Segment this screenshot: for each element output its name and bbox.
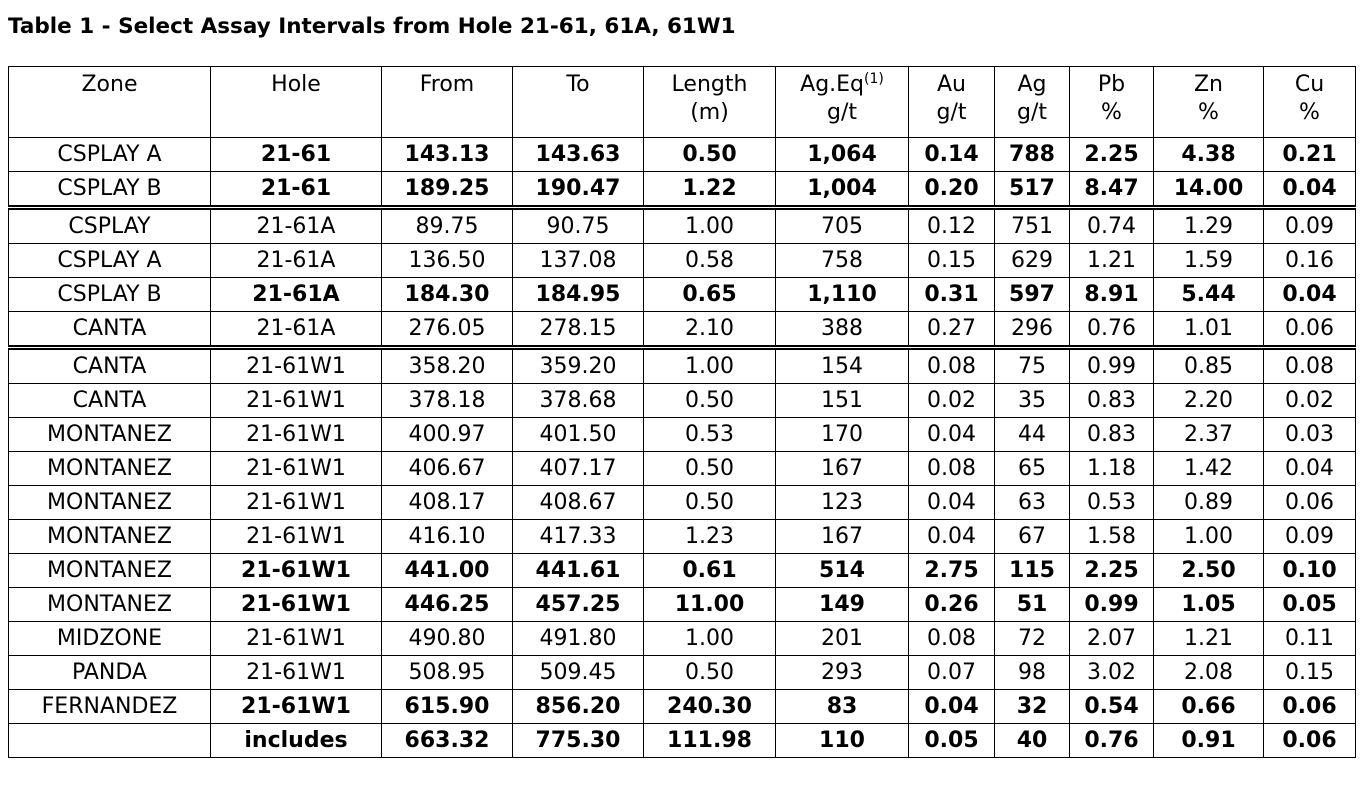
cell-ag: 629 xyxy=(995,244,1070,278)
cell-from: 416.10 xyxy=(382,520,513,554)
cell-from: 143.13 xyxy=(382,138,513,172)
cell-zone: CSPLAY B xyxy=(9,172,211,208)
cell-cu: 0.05 xyxy=(1264,588,1356,622)
cell-ag: 751 xyxy=(995,208,1070,244)
cell-zone: CSPLAY xyxy=(9,208,211,244)
cell-from: 408.17 xyxy=(382,486,513,520)
table-row xyxy=(9,244,1356,278)
cell-to: 278.15 xyxy=(513,312,644,348)
cell-zone: CANTA xyxy=(9,312,211,348)
cell-hole: 21-61W1 xyxy=(211,520,382,554)
table-row xyxy=(9,418,1356,452)
cell-pb: 0.74 xyxy=(1070,208,1154,244)
table-row xyxy=(9,656,1356,690)
header-zn: Zn % xyxy=(1154,67,1264,138)
cell-ag: 35 xyxy=(995,384,1070,418)
cell-au: 0.08 xyxy=(909,452,995,486)
cell-ageq: 110 xyxy=(776,724,909,758)
cell-cu: 0.09 xyxy=(1264,520,1356,554)
cell-zn: 2.20 xyxy=(1154,384,1264,418)
cell-length: 0.50 xyxy=(644,656,776,690)
cell-ag: 517 xyxy=(995,172,1070,208)
cell-hole: 21-61 xyxy=(211,172,382,208)
cell-zone: MONTANEZ xyxy=(9,588,211,622)
cell-zone: PANDA xyxy=(9,656,211,690)
cell-hole: 21-61W1 xyxy=(211,554,382,588)
cell-length: 0.50 xyxy=(644,486,776,520)
cell-from: 189.25 xyxy=(382,172,513,208)
header-from: From xyxy=(382,67,513,138)
cell-cu: 0.06 xyxy=(1264,486,1356,520)
cell-length: 1.00 xyxy=(644,348,776,384)
cell-ageq: 1,064 xyxy=(776,138,909,172)
cell-au: 0.05 xyxy=(909,724,995,758)
cell-ag: 115 xyxy=(995,554,1070,588)
cell-au: 0.07 xyxy=(909,656,995,690)
cell-ageq: 149 xyxy=(776,588,909,622)
table-row xyxy=(9,138,1356,172)
cell-au: 0.20 xyxy=(909,172,995,208)
cell-to: 143.63 xyxy=(513,138,644,172)
cell-length: 1.00 xyxy=(644,208,776,244)
cell-pb: 8.91 xyxy=(1070,278,1154,312)
cell-pb: 0.99 xyxy=(1070,348,1154,384)
cell-ageq: 167 xyxy=(776,452,909,486)
cell-zn: 1.00 xyxy=(1154,520,1264,554)
cell-cu: 0.09 xyxy=(1264,208,1356,244)
cell-hole: 21-61W1 xyxy=(211,656,382,690)
cell-ageq: 83 xyxy=(776,690,909,724)
cell-hole: 21-61A xyxy=(211,278,382,312)
cell-ag: 40 xyxy=(995,724,1070,758)
cell-to: 378.68 xyxy=(513,384,644,418)
table-row xyxy=(9,486,1356,520)
table-row xyxy=(9,452,1356,486)
cell-zn: 1.05 xyxy=(1154,588,1264,622)
cell-au: 0.26 xyxy=(909,588,995,622)
cell-from: 89.75 xyxy=(382,208,513,244)
assay-table xyxy=(8,66,1356,758)
cell-hole: 21-61W1 xyxy=(211,348,382,384)
cell-pb: 0.76 xyxy=(1070,724,1154,758)
cell-hole: 21-61A xyxy=(211,312,382,348)
cell-au: 0.08 xyxy=(909,622,995,656)
cell-pb: 0.53 xyxy=(1070,486,1154,520)
cell-ageq: 705 xyxy=(776,208,909,244)
cell-length: 1.00 xyxy=(644,622,776,656)
cell-pb: 2.25 xyxy=(1070,138,1154,172)
header-row xyxy=(9,67,1356,138)
cell-ageq: 1,004 xyxy=(776,172,909,208)
cell-zone: CANTA xyxy=(9,348,211,384)
cell-ag: 597 xyxy=(995,278,1070,312)
cell-hole: 21-61 xyxy=(211,138,382,172)
cell-to: 441.61 xyxy=(513,554,644,588)
cell-from: 184.30 xyxy=(382,278,513,312)
cell-zn: 1.42 xyxy=(1154,452,1264,486)
cell-zn: 5.44 xyxy=(1154,278,1264,312)
cell-from: 276.05 xyxy=(382,312,513,348)
cell-from: 508.95 xyxy=(382,656,513,690)
header-ageq: Ag.Eq$^{(1)}$ g/t xyxy=(776,67,909,138)
cell-length: 1.22 xyxy=(644,172,776,208)
cell-ag: 98 xyxy=(995,656,1070,690)
cell-zn: 2.50 xyxy=(1154,554,1264,588)
cell-to: 457.25 xyxy=(513,588,644,622)
cell-zn: 1.59 xyxy=(1154,244,1264,278)
cell-length: 0.53 xyxy=(644,418,776,452)
cell-zone: CSPLAY A xyxy=(9,138,211,172)
header-pb: Pb % xyxy=(1070,67,1154,138)
cell-ageq: 123 xyxy=(776,486,909,520)
cell-pb: 0.83 xyxy=(1070,418,1154,452)
cell-zone xyxy=(9,724,211,758)
cell-from: 490.80 xyxy=(382,622,513,656)
cell-hole: 21-61W1 xyxy=(211,384,382,418)
table-row xyxy=(9,172,1356,208)
cell-hole: 21-61W1 xyxy=(211,418,382,452)
cell-to: 509.45 xyxy=(513,656,644,690)
cell-to: 408.67 xyxy=(513,486,644,520)
cell-cu: 0.02 xyxy=(1264,384,1356,418)
cell-length: 0.50 xyxy=(644,452,776,486)
header-to: To xyxy=(513,67,644,138)
cell-zone: CSPLAY B xyxy=(9,278,211,312)
cell-ageq: 514 xyxy=(776,554,909,588)
cell-pb: 0.76 xyxy=(1070,312,1154,348)
cell-to: 491.80 xyxy=(513,622,644,656)
cell-hole: 21-61W1 xyxy=(211,486,382,520)
cell-au: 0.31 xyxy=(909,278,995,312)
cell-cu: 0.03 xyxy=(1264,418,1356,452)
header-au: Au g/t xyxy=(909,67,995,138)
cell-ageq: 170 xyxy=(776,418,909,452)
cell-ag: 51 xyxy=(995,588,1070,622)
table-row xyxy=(9,690,1356,724)
table-row xyxy=(9,724,1356,758)
cell-to: 407.17 xyxy=(513,452,644,486)
cell-ag: 296 xyxy=(995,312,1070,348)
cell-au: 0.04 xyxy=(909,690,995,724)
cell-from: 615.90 xyxy=(382,690,513,724)
cell-zone: FERNANDEZ xyxy=(9,690,211,724)
cell-cu: 0.21 xyxy=(1264,138,1356,172)
cell-cu: 0.04 xyxy=(1264,278,1356,312)
cell-from: 358.20 xyxy=(382,348,513,384)
table-row xyxy=(9,554,1356,588)
cell-pb: 0.83 xyxy=(1070,384,1154,418)
header-hole: Hole xyxy=(211,67,382,138)
cell-ageq: 293 xyxy=(776,656,909,690)
table-row xyxy=(9,520,1356,554)
cell-au: 0.04 xyxy=(909,418,995,452)
cell-zn: 0.66 xyxy=(1154,690,1264,724)
cell-zone: MIDZONE xyxy=(9,622,211,656)
cell-length: 240.30 xyxy=(644,690,776,724)
cell-hole: 21-61A xyxy=(211,208,382,244)
cell-ag: 44 xyxy=(995,418,1070,452)
cell-length: 0.50 xyxy=(644,138,776,172)
cell-pb: 1.18 xyxy=(1070,452,1154,486)
cell-length: 2.10 xyxy=(644,312,776,348)
cell-from: 400.97 xyxy=(382,418,513,452)
cell-hole: 21-61W1 xyxy=(211,452,382,486)
table-row xyxy=(9,278,1356,312)
cell-au: 0.15 xyxy=(909,244,995,278)
cell-cu: 0.10 xyxy=(1264,554,1356,588)
cell-ag: 67 xyxy=(995,520,1070,554)
cell-cu: 0.06 xyxy=(1264,724,1356,758)
header-length: Length (m) xyxy=(644,67,776,138)
cell-hole: 21-61W1 xyxy=(211,622,382,656)
cell-length: 111.98 xyxy=(644,724,776,758)
cell-au: 0.27 xyxy=(909,312,995,348)
table-row xyxy=(9,384,1356,418)
cell-zone: MONTANEZ xyxy=(9,554,211,588)
cell-cu: 0.04 xyxy=(1264,172,1356,208)
cell-to: 359.20 xyxy=(513,348,644,384)
cell-au: 0.02 xyxy=(909,384,995,418)
cell-zn: 4.38 xyxy=(1154,138,1264,172)
cell-length: 0.65 xyxy=(644,278,776,312)
cell-zone: CANTA xyxy=(9,384,211,418)
cell-au: 0.14 xyxy=(909,138,995,172)
cell-to: 184.95 xyxy=(513,278,644,312)
header-zone: Zone xyxy=(9,67,211,138)
cell-cu: 0.04 xyxy=(1264,452,1356,486)
cell-ag: 72 xyxy=(995,622,1070,656)
cell-ageq: 151 xyxy=(776,384,909,418)
cell-to: 775.30 xyxy=(513,724,644,758)
cell-zone: MONTANEZ xyxy=(9,520,211,554)
cell-au: 0.04 xyxy=(909,520,995,554)
cell-pb: 2.25 xyxy=(1070,554,1154,588)
cell-hole: 21-61W1 xyxy=(211,588,382,622)
cell-pb: 1.58 xyxy=(1070,520,1154,554)
cell-au: 2.75 xyxy=(909,554,995,588)
cell-to: 417.33 xyxy=(513,520,644,554)
cell-length: 0.61 xyxy=(644,554,776,588)
table-row xyxy=(9,312,1356,348)
cell-au: 0.12 xyxy=(909,208,995,244)
table-row xyxy=(9,588,1356,622)
cell-zone: CSPLAY A xyxy=(9,244,211,278)
cell-ag: 75 xyxy=(995,348,1070,384)
cell-hole: 21-61W1 xyxy=(211,690,382,724)
cell-length: 0.58 xyxy=(644,244,776,278)
cell-to: 190.47 xyxy=(513,172,644,208)
cell-cu: 0.11 xyxy=(1264,622,1356,656)
cell-zn: 2.37 xyxy=(1154,418,1264,452)
cell-ageq: 758 xyxy=(776,244,909,278)
cell-zone: MONTANEZ xyxy=(9,418,211,452)
cell-pb: 8.47 xyxy=(1070,172,1154,208)
cell-zn: 1.21 xyxy=(1154,622,1264,656)
header-cu: Cu % xyxy=(1264,67,1356,138)
cell-zn: 1.01 xyxy=(1154,312,1264,348)
cell-zone: MONTANEZ xyxy=(9,452,211,486)
cell-pb: 2.07 xyxy=(1070,622,1154,656)
cell-from: 441.00 xyxy=(382,554,513,588)
cell-pb: 1.21 xyxy=(1070,244,1154,278)
cell-to: 90.75 xyxy=(513,208,644,244)
cell-cu: 0.08 xyxy=(1264,348,1356,384)
cell-ageq: 154 xyxy=(776,348,909,384)
cell-from: 136.50 xyxy=(382,244,513,278)
cell-from: 446.25 xyxy=(382,588,513,622)
cell-zn: 1.29 xyxy=(1154,208,1264,244)
cell-zn: 0.91 xyxy=(1154,724,1264,758)
cell-zn: 14.00 xyxy=(1154,172,1264,208)
cell-ag: 788 xyxy=(995,138,1070,172)
cell-hole: 21-61A xyxy=(211,244,382,278)
cell-ag: 65 xyxy=(995,452,1070,486)
cell-to: 856.20 xyxy=(513,690,644,724)
cell-au: 0.08 xyxy=(909,348,995,384)
cell-to: 401.50 xyxy=(513,418,644,452)
cell-cu: 0.15 xyxy=(1264,656,1356,690)
cell-zn: 0.89 xyxy=(1154,486,1264,520)
cell-length: 11.00 xyxy=(644,588,776,622)
cell-cu: 0.06 xyxy=(1264,312,1356,348)
header-ag: Ag g/t xyxy=(995,67,1070,138)
table-row xyxy=(9,208,1356,244)
cell-au: 0.04 xyxy=(909,486,995,520)
cell-ageq: 167 xyxy=(776,520,909,554)
cell-length: 1.23 xyxy=(644,520,776,554)
cell-pb: 0.99 xyxy=(1070,588,1154,622)
cell-cu: 0.16 xyxy=(1264,244,1356,278)
cell-from: 406.67 xyxy=(382,452,513,486)
table-row xyxy=(9,348,1356,384)
cell-to: 137.08 xyxy=(513,244,644,278)
cell-pb: 3.02 xyxy=(1070,656,1154,690)
cell-zone: MONTANEZ xyxy=(9,486,211,520)
cell-ag: 32 xyxy=(995,690,1070,724)
cell-from: 378.18 xyxy=(382,384,513,418)
cell-ageq: 201 xyxy=(776,622,909,656)
cell-hole: includes xyxy=(211,724,382,758)
cell-ag: 63 xyxy=(995,486,1070,520)
cell-ageq: 1,110 xyxy=(776,278,909,312)
table-row xyxy=(9,622,1356,656)
cell-zn: 0.85 xyxy=(1154,348,1264,384)
cell-zn: 2.08 xyxy=(1154,656,1264,690)
cell-ageq: 388 xyxy=(776,312,909,348)
cell-pb: 0.54 xyxy=(1070,690,1154,724)
table-title: Table 1 - Select Assay Intervals from Hole 21-61, 61A, 61W1 xyxy=(8,14,736,39)
cell-cu: 0.06 xyxy=(1264,690,1356,724)
cell-from: 663.32 xyxy=(382,724,513,758)
cell-length: 0.50 xyxy=(644,384,776,418)
